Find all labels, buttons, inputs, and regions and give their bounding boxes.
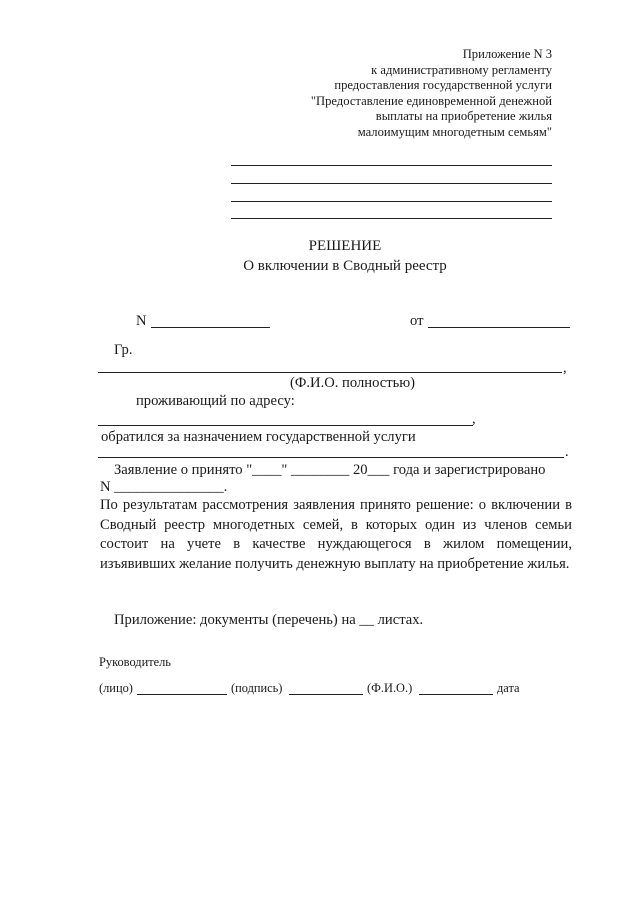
person-label: (лицо) [99,681,133,695]
addressee-line [231,165,552,166]
residing-label: проживающий по адресу: [136,393,295,409]
period: . [565,444,569,460]
statement-line: Заявление о принято "____" ________ 20___ года и зарегистрировано [114,462,546,478]
sign-label: (подпись) [231,681,283,695]
date-field[interactable] [428,327,570,328]
head-label: Руководитель [99,655,171,669]
comma: , [563,360,567,376]
addressee-line [231,183,552,184]
applied-label: обратился за назначением государственной услуги [101,429,416,445]
service-field[interactable] [98,457,564,458]
document-subtitle: О включении в Сводный реестр [243,258,447,274]
document-title: РЕШЕНИЕ [308,238,382,254]
addressee-line [231,218,552,219]
decision-paragraph: По результатам рассмотрения заявления принято решение: о включении в Сводный реестр многодетных семей, в которых один из членов семьи состоит на учете в качестве нуждающегося в жилом помещении, изъявивших желание получить денежную выплату на приобретение жилья. [100,497,572,572]
appendix-header-line: выплаты на приобретение жилья [375,109,552,124]
fio-label: (Ф.И.О.) [367,681,413,695]
address-field[interactable] [98,425,473,426]
appendix-header-line: предоставления государственной услуги [334,78,552,93]
date-signature-label: дата [497,681,520,695]
number-field[interactable] [151,327,270,328]
appendix-header-line: к административному регламенту [371,62,552,77]
fio-field[interactable] [419,694,493,695]
date-label: от [410,313,424,329]
appendix-header-line: "Предоставление единовременной денежной [310,93,552,108]
appendix-header-line: Приложение N 3 [462,47,552,61]
citizen-label: Гр. [114,342,133,358]
comma: , [472,411,476,427]
signature-field[interactable] [289,694,363,695]
person-field[interactable] [137,694,227,695]
appendix-header-line: малоимущим многодетным семьям" [357,124,552,139]
addressee-line [231,201,552,202]
number-label: N [136,313,147,329]
citizen-name-field[interactable] [98,372,562,373]
attachment-line: Приложение: документы (перечень) на __ листах. [114,612,424,628]
fio-hint: (Ф.И.О. полностью) [290,375,416,391]
appendix-header [311,47,552,141]
registration-number: N _______________. [100,479,228,495]
